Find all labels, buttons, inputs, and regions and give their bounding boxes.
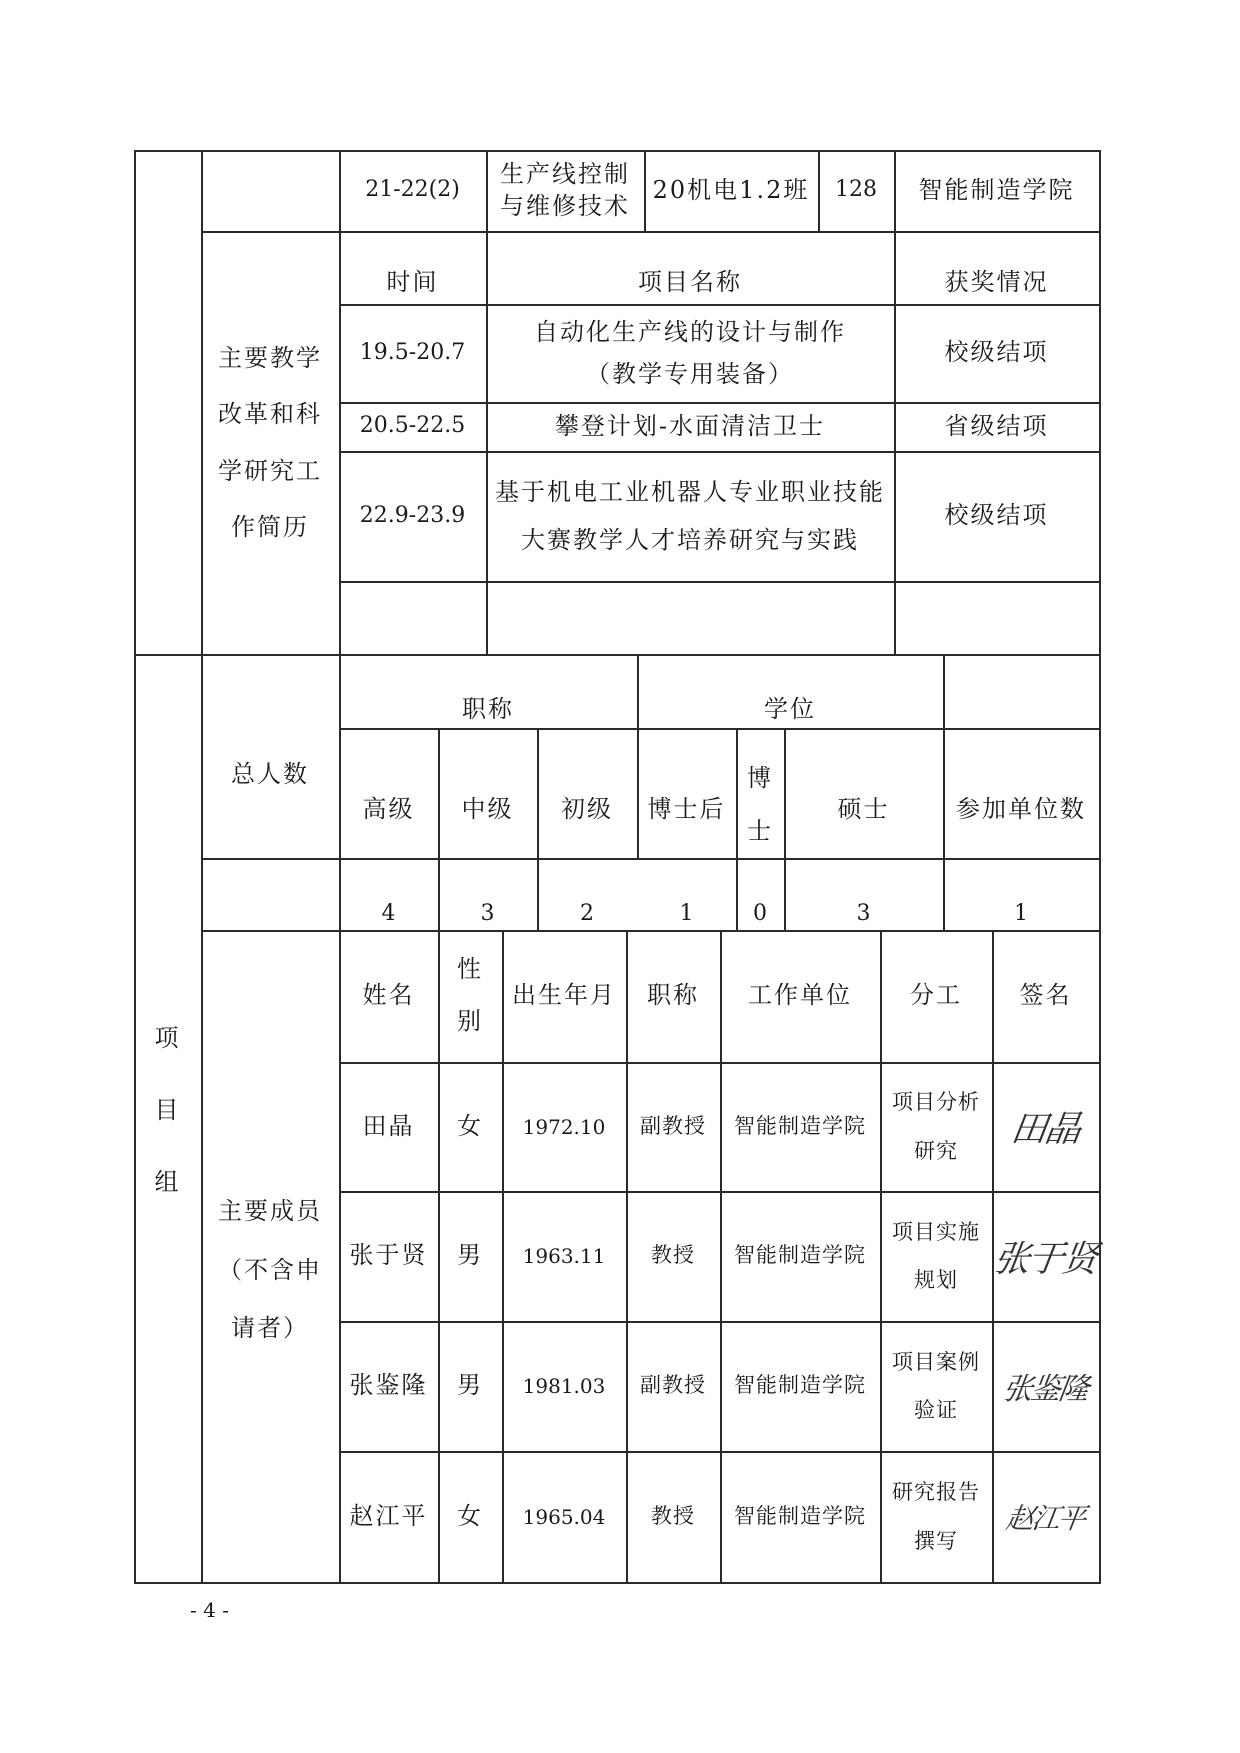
count-junior: 2 — [580, 900, 594, 926]
member-header-birth: 出生年月 — [512, 981, 616, 1010]
member-header-name: 姓名 — [362, 981, 415, 1010]
member-unit: 智能制造学院 — [734, 1373, 866, 1398]
research-award: 校级结项 — [944, 338, 1049, 367]
member-header-title: 职称 — [647, 981, 699, 1010]
title-group-header: 职称 — [462, 695, 514, 724]
research-header-time: 时间 — [386, 268, 439, 297]
member-signature: 赵江平 — [1003, 1501, 1087, 1535]
research-name: 自动化生产线的设计与制作 （教学专用装备） — [534, 318, 846, 388]
member-role: 研究报告 撰写 — [892, 1480, 980, 1553]
members-label: 主要成员 （不含申 请者） — [218, 1196, 322, 1343]
member-header-role: 分工 — [910, 981, 962, 1010]
research-award: 省级结项 — [944, 411, 1049, 440]
member-unit: 智能制造学院 — [734, 1243, 866, 1268]
col-senior: 高级 — [362, 795, 415, 824]
research-name: 基于机电工业机器人专业职业技能 大赛教学人才培养研究与实践 — [495, 478, 885, 554]
college-cell: 智能制造学院 — [918, 175, 1075, 204]
research-award: 校级结项 — [944, 501, 1049, 530]
col-middle: 中级 — [461, 795, 514, 824]
research-header-award: 获奖情况 — [944, 268, 1049, 297]
member-gender: 男 — [457, 1241, 483, 1270]
member-birth: 1965.04 — [522, 1504, 606, 1529]
research-section-label: 主要教学 改革和科 学研究工 作简历 — [218, 343, 322, 541]
count-postdoc: 1 — [679, 900, 694, 926]
member-title: 教授 — [651, 1503, 695, 1528]
col-master: 硕士 — [837, 795, 890, 824]
member-signature: 张于贤 — [991, 1238, 1099, 1280]
page-number: - 4 - — [190, 1598, 229, 1622]
member-gender: 女 — [457, 1501, 483, 1530]
member-title: 副教授 — [640, 1113, 706, 1138]
research-name: 攀登计划-水面清洁卫士 — [554, 411, 826, 440]
member-role: 项目案例 验证 — [892, 1349, 980, 1422]
member-name: 张于贤 — [349, 1241, 428, 1270]
count-master: 3 — [856, 900, 871, 926]
member-unit: 智能制造学院 — [734, 1113, 866, 1138]
research-time: 22.9-23.9 — [359, 502, 466, 528]
count-middle: 3 — [480, 900, 495, 926]
member-name: 赵江平 — [349, 1501, 428, 1530]
member-birth: 1981.03 — [522, 1374, 606, 1398]
team-section-label: 项 目 组 — [154, 1024, 181, 1196]
research-header-name: 项目名称 — [638, 268, 742, 297]
research-time: 19.5-20.7 — [359, 339, 466, 365]
member-role: 项目实施 规划 — [892, 1219, 980, 1292]
member-name: 张鉴隆 — [349, 1371, 428, 1400]
member-birth: 1963.11 — [522, 1244, 606, 1268]
count-phd: 0 — [753, 900, 767, 926]
count-units: 1 — [1014, 900, 1028, 926]
member-header-gender: 性 别 — [457, 955, 483, 1035]
semester-cell: 21-22(2) — [365, 177, 460, 203]
member-header-signature: 签名 — [1019, 981, 1072, 1010]
col-junior: 初级 — [561, 795, 613, 824]
total-count-label: 总人数 — [231, 760, 309, 789]
count-senior: 4 — [381, 900, 396, 926]
member-signature: 田晶 — [1008, 1109, 1082, 1150]
research-time: 20.5-22.5 — [359, 413, 466, 439]
col-units: 参加单位数 — [956, 795, 1086, 824]
member-gender: 女 — [457, 1111, 483, 1140]
member-birth: 1972.10 — [522, 1114, 606, 1139]
member-title: 副教授 — [640, 1373, 706, 1398]
class-cell: 20机电1.2班 — [652, 175, 810, 204]
member-unit: 智能制造学院 — [734, 1503, 866, 1528]
member-role: 项目分析 研究 — [892, 1090, 980, 1163]
hours-cell: 128 — [835, 177, 877, 203]
member-title: 教授 — [651, 1243, 695, 1268]
member-header-unit: 工作单位 — [748, 981, 852, 1010]
col-postdoc: 博士后 — [647, 795, 726, 824]
member-signature: 张鉴隆 — [1000, 1372, 1090, 1407]
degree-group-header: 学位 — [764, 695, 816, 724]
course-cell: 生产线控制 与维修技术 — [500, 160, 630, 220]
member-name: 田晶 — [362, 1111, 415, 1140]
col-phd: 博 士 — [747, 764, 773, 845]
member-gender: 男 — [457, 1371, 483, 1400]
